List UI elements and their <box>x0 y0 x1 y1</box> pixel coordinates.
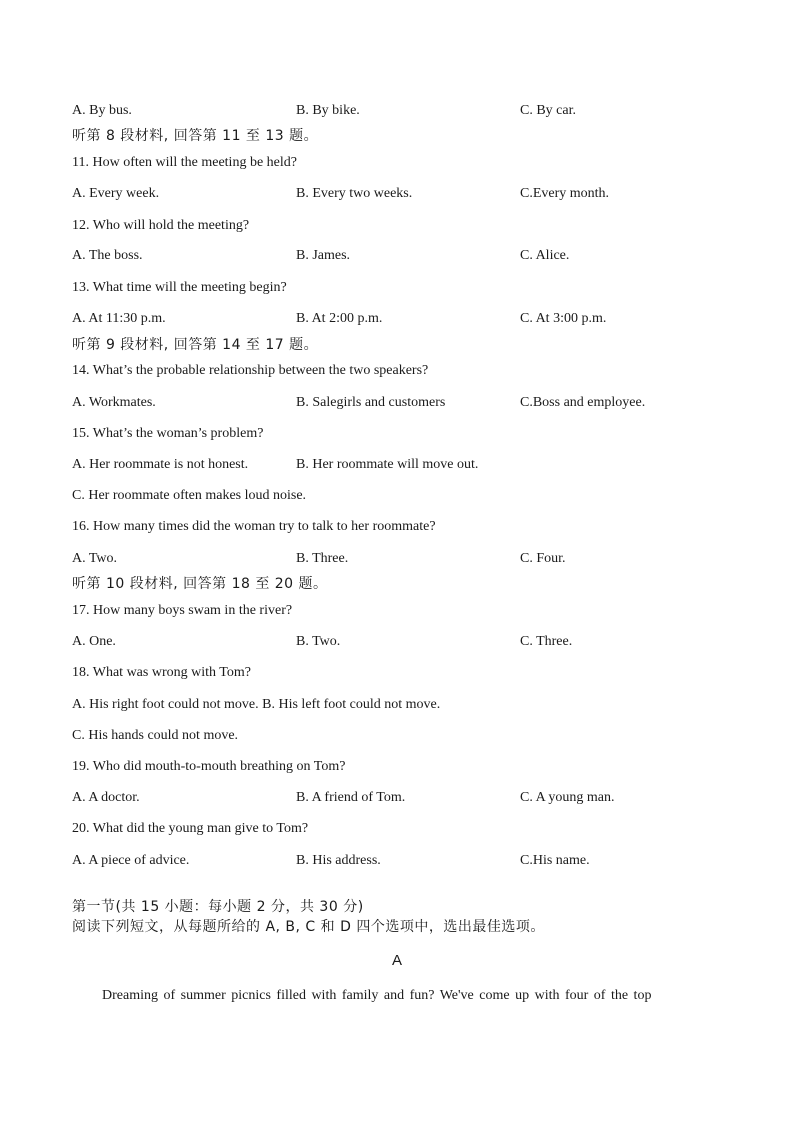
q12-option-b: B. James. <box>296 248 351 263</box>
q15-option-a: A. Her roommate is not honest. <box>72 457 249 472</box>
q17-option-b: B. Two. <box>296 634 341 649</box>
section-9-instruction: 听第 9 段材料, 回答第 14 至 17 题。 <box>72 337 319 353</box>
question-13: 13. What time will the meeting begin? <box>72 280 287 295</box>
q15-option-b: B. Her roommate will move out. <box>296 457 479 472</box>
section-10-instruction: 听第 10 段材料, 回答第 18 至 20 题。 <box>72 576 328 592</box>
q17-option-c: C. Three. <box>520 634 573 649</box>
q11-option-b: B. Every two weeks. <box>296 186 413 201</box>
section-8-instruction: 听第 8 段材料, 回答第 11 至 13 题。 <box>72 128 319 144</box>
q14-option-b: B. Salegirls and customers <box>296 395 446 410</box>
q11-option-c: C.Every month. <box>520 186 610 201</box>
q16-option-c: C. Four. <box>520 551 566 566</box>
q12-option-a: A. The boss. <box>72 248 143 263</box>
question-15: 15. What’s the woman’s problem? <box>72 426 264 441</box>
q20-option-c: C.His name. <box>520 853 590 868</box>
q18-option-c: C. His hands could not move. <box>72 728 239 743</box>
q13-option-b: B. At 2:00 p.m. <box>296 311 383 326</box>
q16-option-a: A. Two. <box>72 551 118 566</box>
q14-option-a: A. Workmates. <box>72 395 156 410</box>
q17-option-a: A. One. <box>72 634 116 649</box>
passage-label: A <box>391 952 402 969</box>
part-instruction: 阅读下列短文，从每题所给的 A, B, C 和 D 四个选项中，选出最佳选项。 <box>72 919 545 935</box>
q12-option-c: C. Alice. <box>520 248 570 263</box>
q11-option-a: A. Every week. <box>72 186 160 201</box>
q15-option-c: C. Her roommate often makes loud noise. <box>72 488 307 503</box>
q16-option-b: B. Three. <box>296 551 349 566</box>
passage-first-line: Dreaming of summer picnics filled with family and fun? We've come up with four of the top <box>102 988 652 1003</box>
q20-option-b: B. His address. <box>296 853 381 868</box>
question-20: 20. What did the young man give to Tom? <box>72 821 309 836</box>
question-17: 17. How many boys swam in the river? <box>72 603 293 618</box>
q10-option-b: B. By bike. <box>296 103 360 118</box>
q13-option-a: A. At 11:30 p.m. <box>72 311 166 326</box>
question-14: 14. What’s the probable relationship between the two speakers? <box>72 363 429 378</box>
question-12: 12. Who will hold the meeting? <box>72 218 250 233</box>
q20-option-a: A. A piece of advice. <box>72 853 190 868</box>
q10-option-c: C. By car. <box>520 103 576 118</box>
q13-option-c: C. At 3:00 p.m. <box>520 311 607 326</box>
q14-option-c: C.Boss and employee. <box>520 395 646 410</box>
question-19: 19. Who did mouth-to-mouth breathing on Tom? <box>72 759 346 774</box>
question-11: 11. How often will the meeting be held? <box>72 155 297 170</box>
q19-option-b: B. A friend of Tom. <box>296 790 406 805</box>
question-18: 18. What was wrong with Tom? <box>72 665 251 680</box>
q19-option-c: C. A young man. <box>520 790 615 805</box>
q19-option-a: A. A doctor. <box>72 790 140 805</box>
q18-option-a-b: A. His right foot could not move. B. His left foot could not move. <box>72 697 441 712</box>
q10-option-a: A. By bus. <box>72 103 132 118</box>
question-16: 16. How many times did the woman try to talk to her roommate? <box>72 519 436 534</box>
part-heading: 第一节(共 15 小题：每小题 2 分，共 30 分) <box>72 899 364 915</box>
